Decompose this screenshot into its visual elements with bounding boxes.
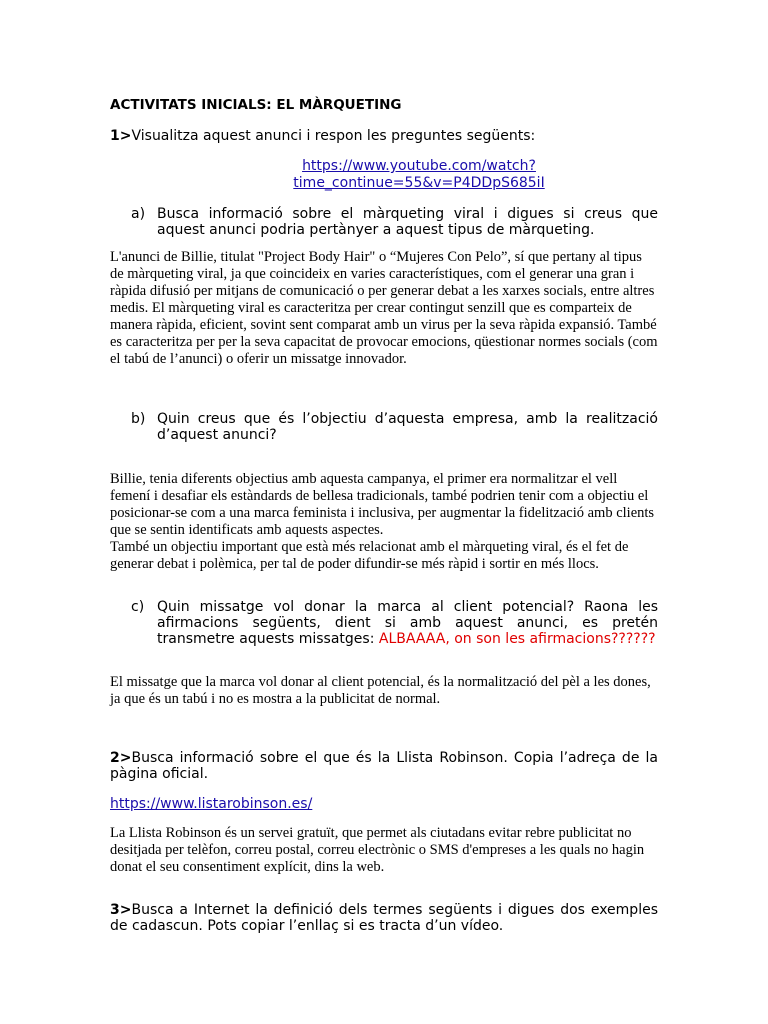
subquestion-b-text: Quin creus que és l’objectiu d’aquesta empresa, amb la realització d’aquest anunci?	[157, 411, 658, 443]
question-2-text: Busca informació sobre el que és la Llista Robinson. Copia l’adreça de la pàgina oficial.	[110, 750, 658, 782]
subquestion-c-note: ALBAAAA, on son les afirmacions??????	[378, 631, 656, 647]
subquestion-a-text: Busca informació sobre el màrqueting viral i digues si creus que aquest anunci podria pertànyer a aquest tipus de màrqueting.	[157, 206, 658, 238]
answer-c: El missatge que la marca vol donar al client potencial, és la normalització del pèl a les dones, ja que és un tabú i no es mostra a la publicitat de normal.	[110, 674, 651, 707]
youtube-link[interactable]	[250, 158, 588, 192]
answer-a: L'anunci de Billie, titulat "Project Body Hair" o “Mujeres Con Pelo”, sí que pertany al tipus de màrqueting viral, ja que coincideix en varies característiques, com el generar una gran i ràpida difusió per mitjans de comunicació o per generar debat a les xarxes socials, entre altres medis. El màrqueting viral es caracteritza per crear contingut senzill que es comparteix de manera ràpida, eficient, sovint sent comparat amb un virus per la seva ràpida expansió. També es caracteritza per per la seva capacitat de provocar emocions, qüestionar normes socials (com el tabú de l’anunci) o oferir un missatge innovador.	[110, 249, 658, 367]
page-title: ACTIVITATS INICIALS: EL MÀRQUETING	[110, 97, 402, 113]
listarobinson-link-wrapper	[110, 796, 658, 812]
question-2-number: 2>	[110, 750, 132, 766]
youtube-link-line-1[interactable]: https://www.youtube.com/watch?	[302, 158, 536, 174]
answer-b-paragraph-2: També un objectiu important que està més relacionat amb el màrqueting viral, és el fet de generar debat i polèmica, per tal de poder difundir-se més ràpid i sortir en més llocs.	[110, 539, 629, 572]
question-3	[110, 902, 658, 934]
question-3-text: Busca a Internet la definició dels termes següents i digues dos exemples de cadascun. Pots copiar l’enllaç si es tracta d’un vídeo.	[110, 902, 658, 934]
subquestion-c	[131, 599, 658, 647]
question-3-number: 3>	[110, 902, 132, 918]
subquestion-b-label: b)	[131, 411, 146, 427]
answer-2: La Llista Robinson és un servei gratuït, que permet als ciutadans evitar rebre publicitat no desitjada per telèfon, correu postal, correu electrònic o SMS d'empreses a les quals no hagin donat el seu consentiment explícit, dins la web.	[110, 825, 645, 875]
listarobinson-link[interactable]: https://www.listarobinson.es/	[110, 796, 313, 812]
answer-b	[110, 471, 658, 573]
question-2	[110, 750, 658, 782]
answer-b-paragraph-1: Billie, tenia diferents objectius amb aquesta campanya, el primer era normalitzar el vell femení i desafiar els estàndards de bellesa tradicionals, també podrien tenir com a objectiu el posicionar-se com a una marca feminista i inclusiva, per augmentar la fidelització amb clients que se sentin identificats amb aquests aspectes.	[110, 471, 655, 538]
subquestion-a	[131, 206, 658, 238]
question-1	[110, 128, 658, 144]
question-1-number: 1>	[110, 128, 132, 144]
youtube-link-line-2[interactable]: time_continue=55&v=P4DDpS685iI	[293, 175, 545, 191]
subquestion-b	[131, 411, 658, 443]
subquestion-c-text: Quin missatge vol donar la marca al client potencial? Raona les afirmacions següents, dient si amb aquest anunci, es pretén transmetre aquests missatges:	[157, 599, 658, 647]
subquestion-c-label: c)	[131, 599, 145, 615]
question-1-text: Visualitza aquest anunci i respon les preguntes següents:	[131, 128, 536, 144]
subquestion-a-label: a)	[131, 206, 146, 222]
